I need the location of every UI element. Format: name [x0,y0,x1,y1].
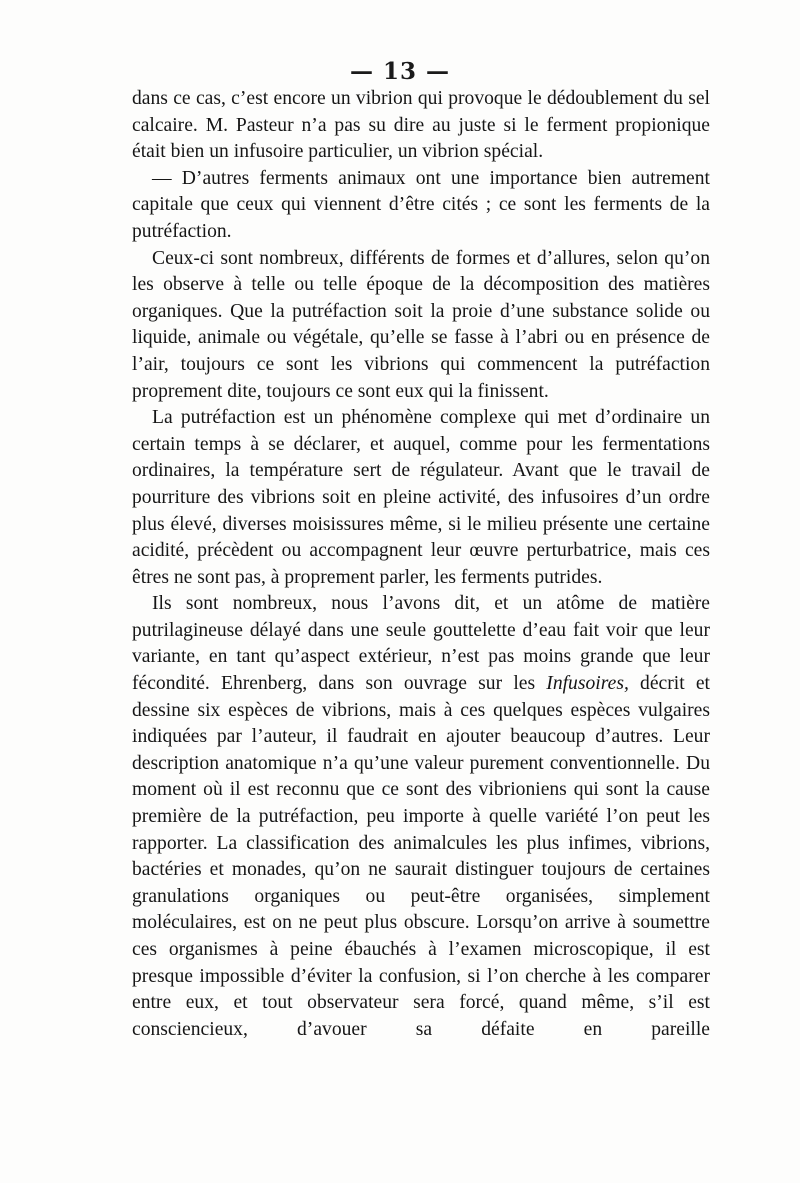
paragraph-1: dans ce cas, c’est encore un vibrion qui provoque le dédoublement du sel calcaire. M. Pasteur n’a pas su dire au juste si le ferment propionique était bien un infusoire particulier, un vibrion spécial. [132,88,710,163]
paragraph-2: — D’autres ferments animaux ont une importance bien autrement capitale que ceux qui viennent d’être cités ; ce sont les ferments de la putréfaction. [132,167,710,242]
paragraph-5-part-2: décrit et dessine six espèces de vibrions, mais à ces quelques espèces vulgaires indiquées par l’auteur, il faudrait en ajouter beaucoup d’autres. Leur description anatomique n’a qu’une valeur purement conventionnelle. Du moment où il est reconnu que ce sont des vibrioniens qui sont la cause première de la putréfaction, peu importe à quelle variété l’on peut les rapporter. La classification des animalcules les plus infimes, vibrions, bactéries et monades, qu’on ne saurait distinguer toujours de certaines granulations organiques ou peut-être organisées, simplement moléculaires, est on ne peut plus obscure. Lorsqu’on arrive à soumettre ces organismes à peine ébauchés à l’examen microscopique, il est presque impossible d’éviter la confusion, si l’on cherche à les comparer entre eux, et tout observateur sera forcé, quand même, s’il est consciencieux, d’avouer sa défaite en pareille [132,673,710,1040]
page-number: — 13 — [349,58,451,85]
body-text [132,86,710,1043]
paragraph-4: La putréfaction est un phénomène complexe qui met d’ordinaire un certain temps à se déclarer, et auquel, comme pour les fermentations ordinaires, la température sert de régulateur. Avant que le travail de pourriture des vibrions soit en pleine activité, des infusoires d’un ordre plus élevé, diverses moisissures même, si le milieu présente une certaine acidité, précèdent ou accompagnent leur œuvre perturbatrice, mais ces êtres ne sont pas, à proprement parler, les ferments putrides. [132,407,710,588]
paragraph-5-italic-term: Infusoires, [546,673,629,695]
paragraph-5 [132,591,710,1043]
paragraph-5-part-1: Ils sont nombreux, nous l’avons dit, et un atôme de matière putrilagineuse délayé dans une seule gouttelette d’eau fait voir que leur variante, en tant qu’aspect extérieur, n’est pas moins grande que leur fécondité. Ehrenberg, dans son ouvrage sur les [132,593,710,695]
paragraph-3: Ceux-ci sont nombreux, différents de formes et d’allures, selon qu’on les observe à telle ou telle époque de la décomposition des matières organiques. Que la putréfaction soit la proie d’une substance solide ou liquide, animale ou végétale, qu’elle se fasse à l’abri ou en présence de l’air, toujours ce sont les vibrions qui commencent la putréfaction proprement dite, toujours ce sont eux qui la finissent. [132,247,710,402]
